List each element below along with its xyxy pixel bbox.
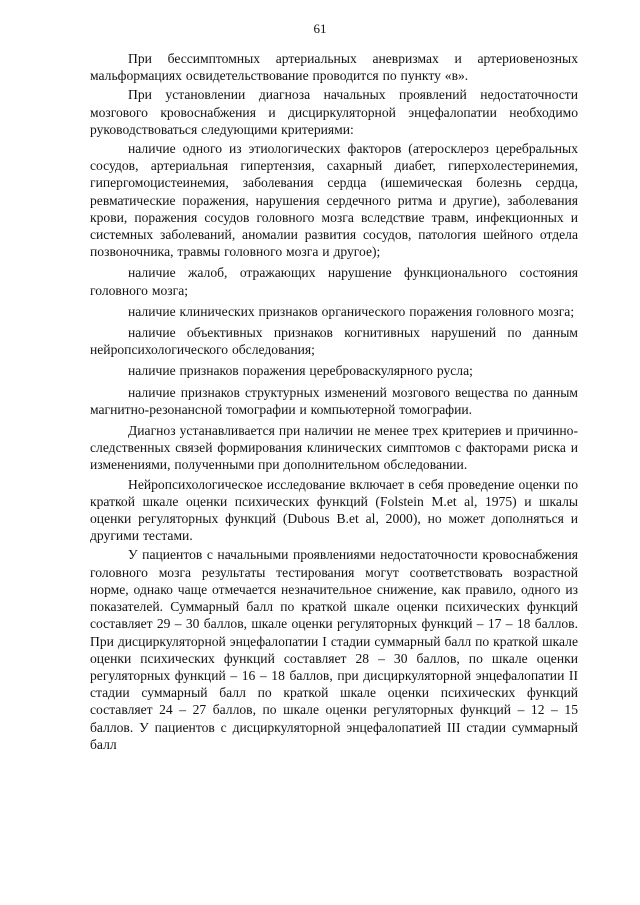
criterion-etiological-factors: наличие одного из этиологических факторов (атеросклероз церебральных сосудов, артериальная гипертензия, сахарный диабет, гиперхолестеринемия, гипергомоцистеинемия, заболевания сердца (ишемическая болезнь сердца, ревматические поражения, нарушения сердечного ритма и другие), заболевания крови, поражения сосудов головного мозга вследствие травм, инфекционных и системных заболеваний, аномалии развития сосудов, патология шейного отдела позвоночника, травмы головного мозга и другое); [90, 141, 578, 260]
paragraph-test-scores: У пациентов с начальными проявлениями недостаточности кровоснабжения головного мозга результаты тестирования могут соответствовать возрастной норме, однако чаще отмечается незначительное снижение, как правило, одного из показателей. Суммарный балл по краткой шкале оценки психических функций составляет 29 – 30 баллов, шкале оценки регуляторных функций – 17 – 18 баллов. При дисциркуляторной энцефалопатии I стадии суммарный балл по краткой шкале оценки психических функций составляет 28 – 30 баллов, по шкале оценки регуляторных функций – 16 – 18 баллов, при дисциркуляторной энцефалопатии II стадии суммарный балл по краткой шкале оценки психических функций составляет 24 – 27 баллов, по шкале оценки регуляторных функций – 12 – 15 баллов. У пациентов с дисциркуляторной энцефалопатией III стадии суммарный балл [90, 547, 578, 752]
paragraph-diagnosis-criteria-intro: При установлении диагноза начальных проявлений недостаточности мозгового кровоснабжения и дисциркуляторной энцефалопатии необходимо руководствоваться следующими критериями: [90, 87, 578, 137]
document-body [90, 50, 578, 755]
criterion-complaints: наличие жалоб, отражающих нарушение функционального состояния головного мозга; [90, 265, 578, 298]
criterion-cerebrovascular-lesion: наличие признаков поражения цереброваскулярного русла; [128, 363, 473, 379]
paragraph-aneurysms: При бессимптомных артериальных аневризмах и артериовенозных мальформациях освидетельствование проводится по пункту «в». [90, 51, 578, 84]
page-number: 61 [313, 21, 327, 36]
criterion-clinical-signs: наличие клинических признаков органического поражения головного мозга; [128, 303, 575, 319]
paragraph-neuropsychological-study: Нейропсихологическое исследование включает в себя проведение оценки по краткой шкале оценки психических функций (Folstein M.et al, 1975) и шкалы оценки регуляторных функций (Dubous B.et al, 2000), но может дополняться и другими тестами. [90, 476, 578, 544]
criterion-cognitive-impairment: наличие объективных признаков когнитивных нарушений по данным нейропсихологического обследования; [90, 325, 578, 358]
paragraph-diagnosis-rule: Диагноз устанавливается при наличии не менее трех критериев и причинно-следственных связей формирования клинических симптомов с факторами риска и изменениями, полученными при дополнительном обследовании. [90, 423, 578, 473]
criterion-structural-changes: наличие признаков структурных изменений мозгового вещества по данным магнитно-резонансной томографии и компьютерной томографии. [90, 384, 578, 417]
